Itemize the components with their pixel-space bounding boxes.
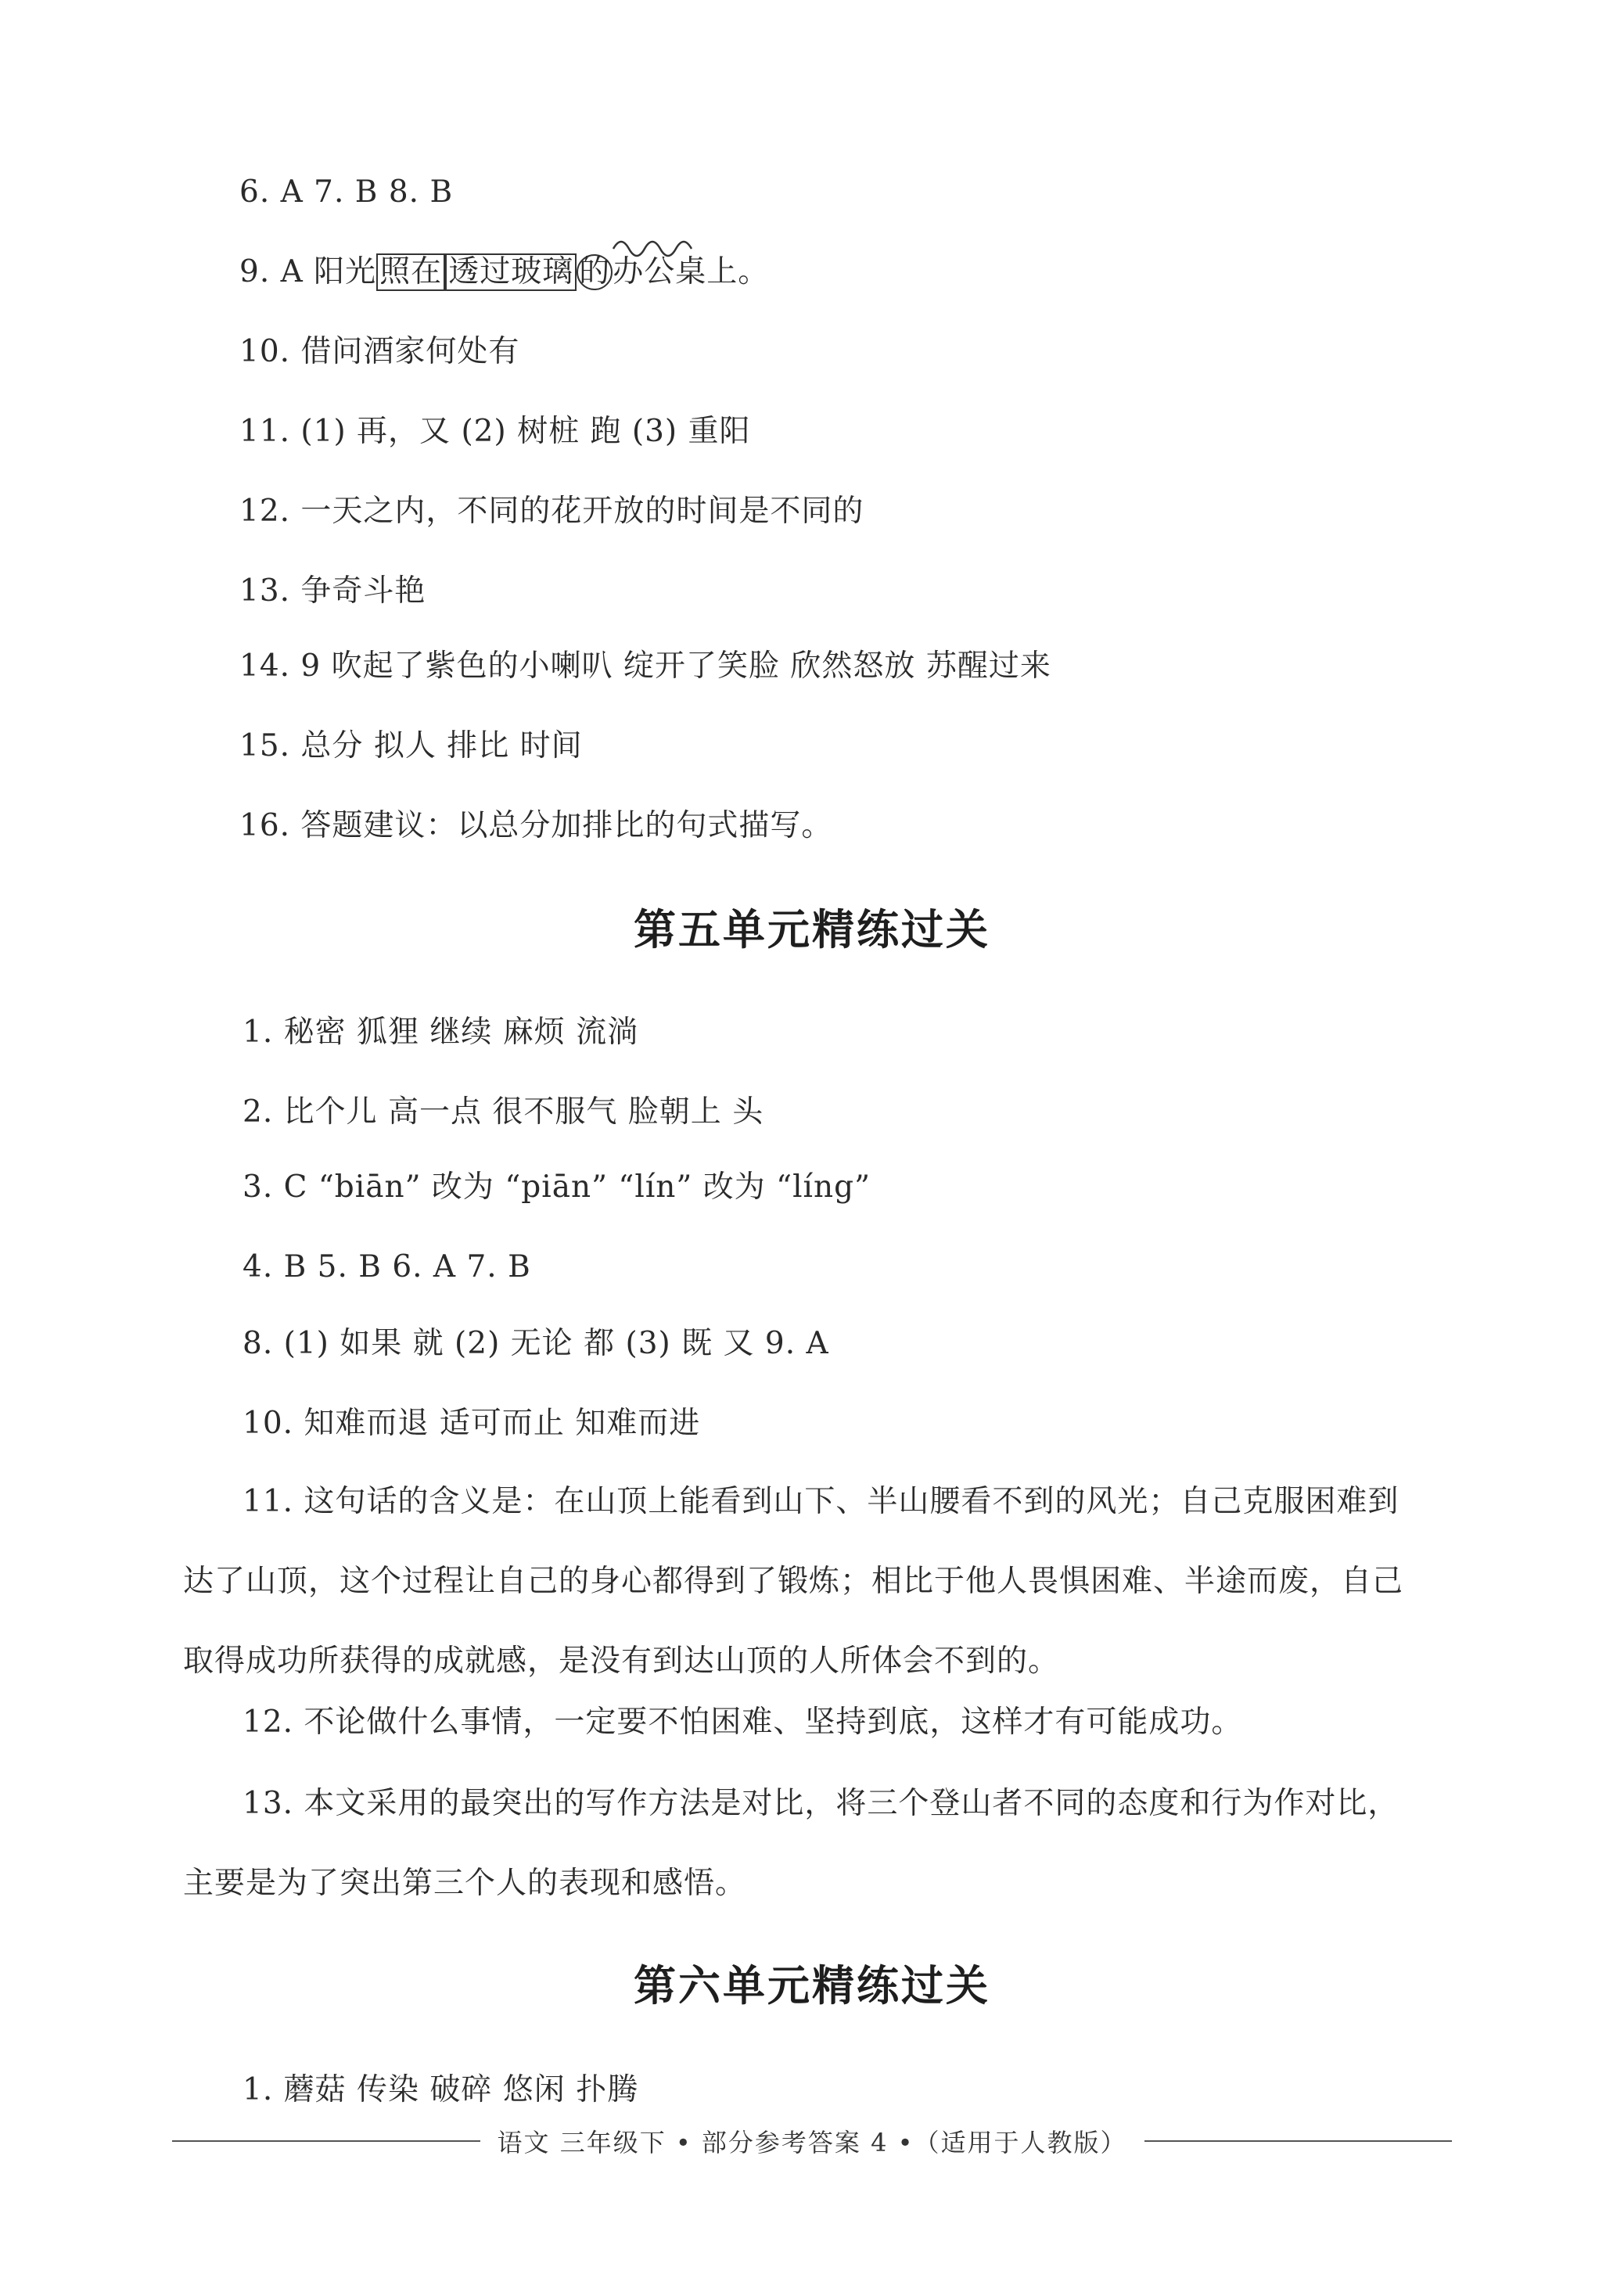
unit5-q13-line-2: 主要是为了突出第三个人的表现和感悟。 bbox=[183, 1866, 747, 1901]
unit5-heading: 第五单元精练过关 bbox=[634, 904, 990, 954]
boxed-word-2: 透过玻璃 bbox=[445, 253, 577, 291]
answer-q9-prefix: 9. A 阳光 bbox=[239, 254, 377, 289]
footer-rule-left bbox=[172, 2140, 480, 2142]
circled-word: 的 bbox=[577, 254, 613, 290]
wavy-underline-mark bbox=[610, 230, 696, 258]
answer-q12: 12. 一天之内，不同的花开放的时间是不同的 bbox=[239, 494, 864, 529]
footer-rule-right bbox=[1144, 2140, 1453, 2142]
answer-q15: 15. 总分 拟人 排比 时间 bbox=[239, 728, 583, 763]
unit5-answer-q10: 10. 知难而退 适可而止 知难而进 bbox=[243, 1406, 701, 1441]
unit5-answer-q3: 3. C “biān” 改为 “piān” “lín” 改为 “líng” bbox=[243, 1169, 871, 1205]
unit5-q11-line-3: 取得成功所获得的成就感，是没有到达山顶的人所体会不到的。 bbox=[183, 1644, 1060, 1679]
unit6-heading: 第六单元精练过关 bbox=[634, 1960, 990, 2010]
page-footer bbox=[172, 2122, 1452, 2161]
unit5-answer-q1: 1. 秘密 狐狸 继续 麻烦 流淌 bbox=[243, 1015, 639, 1050]
answer-q9-suffix: 办公桌上。 bbox=[613, 254, 770, 289]
boxed-word-1: 照在 bbox=[376, 253, 445, 291]
unit5-q11-line-2: 达了山顶，这个过程让自己的身心都得到了锻炼；相比于他人畏惧困难、半途而废，自己 bbox=[183, 1564, 1404, 1599]
answer-q13: 13. 争奇斗艳 bbox=[239, 573, 426, 609]
answer-q16: 16. 答题建议：以总分加排比的句式描写。 bbox=[239, 808, 833, 843]
unit5-answer-q12: 12. 不论做什么事情，一定要不怕困难、坚持到底，这样才有可能成功。 bbox=[243, 1705, 1243, 1740]
answer-q11: 11. (1) 再，又 (2) 树桩 跑 (3) 重阳 bbox=[239, 414, 751, 449]
unit5-answer-q8-9: 8. (1) 如果 就 (2) 无论 都 (3) 既 又 9. A bbox=[243, 1326, 829, 1361]
unit6-answer-q1: 1. 蘑菇 传染 破碎 悠闲 扑腾 bbox=[243, 2072, 639, 2107]
unit5-answer-q4-7: 4. B 5. B 6. A 7. B bbox=[243, 1249, 531, 1284]
unit5-answer-q13 bbox=[183, 1784, 1399, 1943]
unit5-q13-line-1: 13. 本文采用的最突出的写作方法是对比，将三个登山者不同的态度和行为作对比， bbox=[243, 1786, 1399, 1821]
unit5-answer-q11 bbox=[183, 1482, 1403, 1721]
answer-q10: 10. 借问酒家何处有 bbox=[239, 334, 520, 369]
unit5-answer-q2: 2. 比个儿 高一点 很不服气 脸朝上 头 bbox=[243, 1094, 764, 1130]
answer-q6-8: 6. A 7. B 8. B bbox=[239, 174, 454, 210]
unit5-q11-line-1: 11. 这句话的含义是：在山顶上能看到山下、半山腰看不到的风光；自己克服困难到 bbox=[243, 1484, 1399, 1519]
footer-text: 语文 三年级下 • 部分参考答案 4 •（适用于人教版） bbox=[497, 2128, 1127, 2157]
answer-q14: 14. 9 吹起了紫色的小喇叭 绽开了笑脸 欣然怒放 苏醒过来 bbox=[239, 648, 1051, 684]
